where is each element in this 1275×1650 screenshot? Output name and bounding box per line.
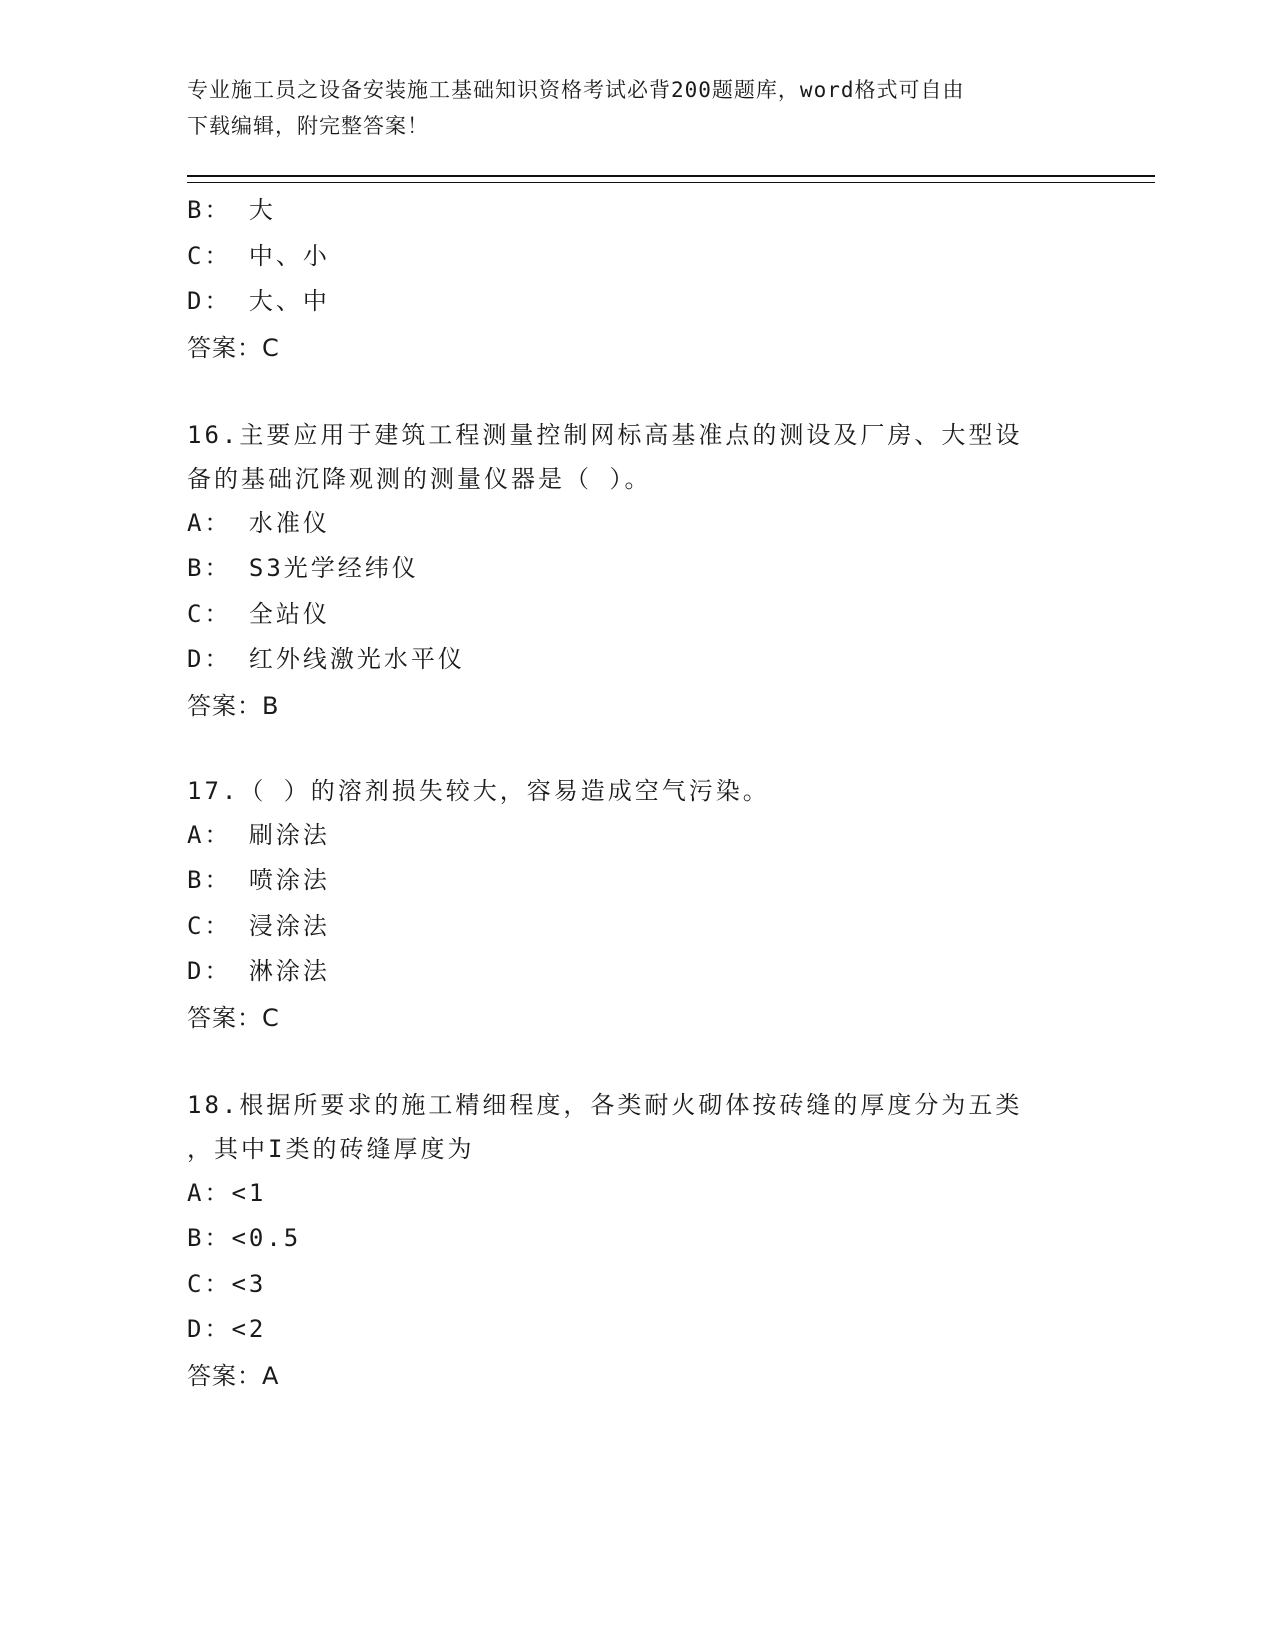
- question-text-line-1: 16.主要应用于建筑工程测量控制网标高基准点的测设及厂房、大型设: [187, 420, 1023, 449]
- answer-line: 答案：C: [187, 1003, 280, 1032]
- answer-line: 答案：C: [187, 333, 280, 362]
- option-c: C： 中、小: [187, 241, 330, 270]
- question-text-line-2: 备的基础沉降观测的测量仪器是（ ）。: [187, 464, 652, 493]
- header-line-2: 下载编辑，附完整答案！: [187, 114, 429, 138]
- question-text-line-1: 17.（ ）的溶剂损失较大，容易造成空气污染。: [187, 776, 770, 805]
- option-c: C： 浸涂法: [187, 911, 330, 940]
- option-c: C： 全站仪: [187, 599, 330, 628]
- option-d: D： 红外线激光水平仪: [187, 645, 465, 673]
- spacer: [187, 371, 1087, 413]
- option-d: D：<2: [187, 1315, 267, 1343]
- option-a: A： 刷涂法: [187, 820, 330, 849]
- header-line-1: 专业施工员之设备安装施工基础知识资格考试必背200题题库，word格式可自由: [187, 78, 965, 102]
- option-b: B： 大: [187, 196, 276, 224]
- question-17: [187, 769, 1087, 1041]
- option-a: A： 水准仪: [187, 508, 330, 537]
- answer-line: 答案：A: [187, 1361, 280, 1390]
- spacer: [187, 1041, 1087, 1083]
- option-a: A：<1: [187, 1178, 267, 1207]
- question-16: [187, 413, 1087, 729]
- option-b: B： S3光学经纬仪: [187, 554, 419, 582]
- option-b: B：<0.5: [187, 1224, 302, 1252]
- question-list: [187, 188, 1087, 1399]
- header-divider-thick: [187, 175, 1155, 177]
- header-divider-thin: [187, 182, 1155, 183]
- option-c: C：<3: [187, 1269, 267, 1298]
- document-header: [187, 72, 1067, 144]
- question-text-line-1: 18.根据所要求的施工精细程度，各类耐火砌体按砖缝的厚度分为五类: [187, 1090, 1023, 1119]
- option-d: D： 淋涂法: [187, 957, 330, 985]
- option-d: D： 大、中: [187, 287, 330, 315]
- question-18: [187, 1083, 1087, 1399]
- question-text-line-2: ，其中I类的砖缝厚度为: [187, 1134, 475, 1163]
- answer-line: 答案：B: [187, 691, 280, 720]
- option-b: B： 喷涂法: [187, 866, 330, 894]
- prev-question-block: [187, 188, 1087, 371]
- spacer: [187, 729, 1087, 769]
